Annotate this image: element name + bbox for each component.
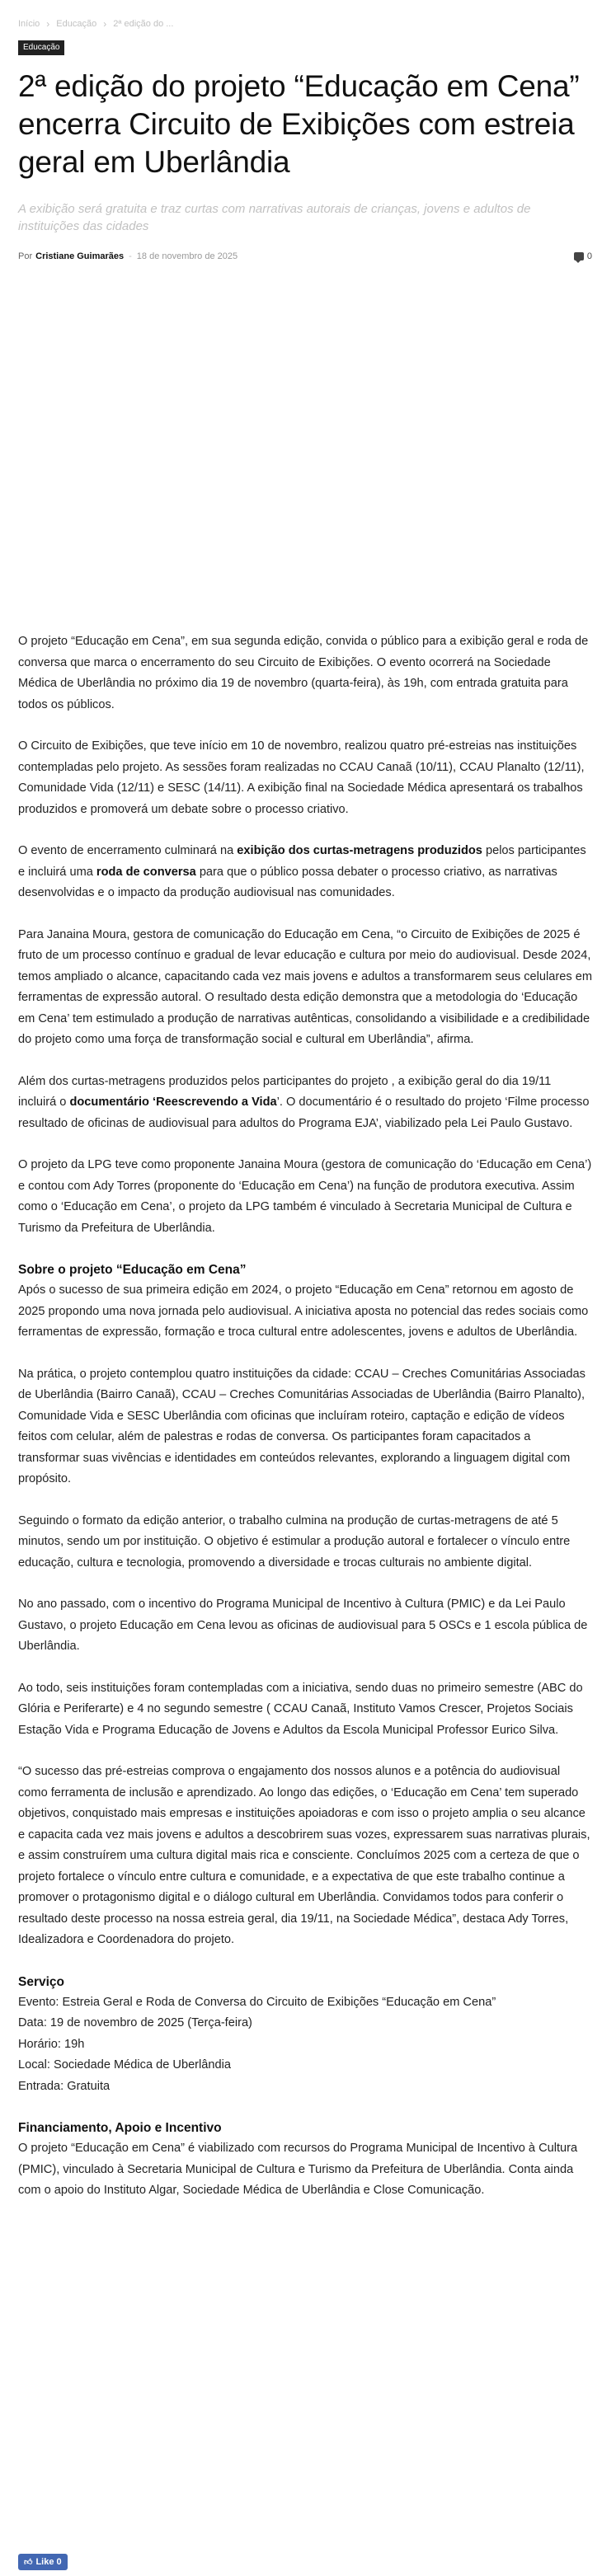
paragraph: O Circuito de Exibições, que teve início em 10 de novembro, realizou quatro pré-estreias nas instituições contempladas pelo projeto. As sessões foram realizadas no CCAU Canaã (10/11), CCAU Planalto (12/11), Comunidade Vida (12/11) e SESC (14/11). A exibição final na Sociedade Médica apresentará os trabalhos produzidos e promoverá um debate sobre o processo criativo. [18, 739, 585, 816]
comments-link[interactable] [574, 251, 592, 261]
article-meta [18, 251, 592, 261]
comments-count: 0 [586, 251, 592, 261]
like-label: Like 0 [35, 2557, 62, 2567]
section-heading-financiamento: Financiamento, Apoio e Incentivo [18, 2121, 222, 2135]
text-run: Além dos curtas-metragens produzidos pelos participantes do projeto , a exibição geral do dia 19/11 incluirá o [18, 1074, 552, 1109]
paragraph: Ao todo, seis instituições foram contempladas com a iniciativa, sendo duas no primeiro semestre (ABC do Glória e Periferarte) e 4 no segundo semestre ( CCAU Canaã, Instituto Vamos Crescer, Projetos Sociais Estação Vida e Programa Educação de Jovens e Adultos da Escola Municipal Professor Eurico Silva. [18, 1681, 583, 1737]
service-location: Local: Sociedade Médica de Uberlândia [18, 2058, 231, 2072]
paragraph: Seguindo o formato da edição anterior, o trabalho culmina na produção de curtas-metragens de até 5 minutos, sendo um por instituição. O objetivo é estimular a produção autoral e fortalecer o vínculo entre educação, cultura e tecnologia, promovendo a diversidade e trocas culturais no ambiente digital. [18, 1513, 571, 1570]
paragraph: Para Janaina Moura, gestora de comunicação do Educação em Cena, “o Circuito de Exibições de 2025 é fruto de um processo contínuo e gradual de levar educação e cultura por meio do audiovisual. Desde 2024, temos ampliado o alcance, capacitando cada vez mais jovens e adultos a transformarem seus celulares em ferramentas de expressão autoral. O resultado desta edição demonstra que a metodologia do ‘Educação em Cena’ tem estimulado a produção de narrativas autênticas, consolidando a visibilidade e a credibilidade do projeto como uma força de transformação social e cultural em Uberlândia”, afirma. [18, 927, 592, 1046]
service-block [18, 1972, 592, 2098]
bold-text: exibição dos curtas-metragens produzidos [237, 844, 482, 857]
section-heading-servico: Serviço [18, 1974, 65, 1989]
text-run: ’. O documentário é o resultado do projeto ‘Filme processo resultado de oficinas de audiovisual para adultos do Programa EJA’, viabilizado pela Lei Paulo Gustavo. [18, 1096, 590, 1130]
service-time: Horário: 19h [18, 2037, 85, 2051]
text-run: O evento de encerramento culminará na [18, 844, 238, 857]
page-title: 2ª edição do projeto “Educação em Cena” encerra Circuito de Exibições com estreia geral em Uberlândia [18, 69, 580, 179]
paragraph: “O sucesso das pré-estreias comprova o engajamento dos nossos alunos e a potência do audiovisual como ferramenta de inclusão e aprendizado. Ao longo das edições, o ‘Educação em Cena’ tem superado objetivos, conquistado mais empresas e instituições apoiadoras e com isso o projeto amplia o seu alcance e capacita cada vez mais jovens e adultos a descobrirem suas vozes, expressarem suas narrativas plurais, e assim construírem uma cultura digital mais rica e consciente. Concluímos 2025 com a certeza de que o projeto fortalece o vínculo entre cultura e comunidade, e a expectativa de que este trabalho continue a promover o protagonismo digital e o diálogo cultural em Uberlândia. Convidamos todos para conferir o resultado deste processo na nossa estreia geral, dia 19/11, na Sociedade Médica”, destaca Ady Torres, Idealizadora e Coordenadora do projeto. [18, 1765, 590, 1946]
service-event: Evento: Estreia Geral e Roda de Conversa do Circuito de Exibições “Educação em Cena” [18, 1995, 496, 2009]
meta-separator: - [129, 251, 132, 261]
featured-image-placeholder [18, 280, 592, 626]
chevron-right-icon: › [46, 18, 50, 30]
service-entry: Entrada: Gratuita [18, 2079, 111, 2093]
thumbs-up-icon: 👍︎ [24, 2558, 33, 2567]
section-heading-sobre: Sobre o projeto “Educação em Cena” [18, 1263, 247, 1277]
breadcrumb [18, 18, 173, 30]
paragraph: O projeto “Educação em Cena”, em sua segunda edição, convida o público para a exibição geral e roda de conversa que marca o encerramento do seu Circuito de Exibições. O evento ocorrerá na Sociedade Médica de Uberlândia no próximo dia 19 de novembro (quarta-feira), às 19h, com entrada gratuita para todos os públicos. [18, 635, 589, 711]
bold-text: roda de conversa [96, 865, 196, 879]
chevron-right-icon: › [103, 18, 107, 30]
paragraph: O projeto “Educação em Cena” é viabilizado com recursos do Programa Municipal de Incentivo à Cultura (PMIC), vinculado à Secretaria Municipal de Cultura e Turismo da Prefeitura de Uberlândia. Conta ainda com o apoio do Instituto Algar, Sociedade Médica de Uberlândia e Close Comunicação. [18, 2142, 578, 2197]
text-run: pelos participantes e incluirá uma [18, 844, 586, 879]
category-tag[interactable]: Educação [18, 40, 64, 55]
article-body [18, 631, 592, 2222]
paragraph: O projeto da LPG teve como proponente Janaina Moura (gestora de comunicação do ‘Educação em Cena’) e contou com Ady Torres (proponente do ‘Educação em Cena’) na função de produtora executiva. Assim como o ‘Educação em Cena’, o projeto da LPG também é vinculado à Secretaria Municipal de Cultura e Turismo da Prefeitura de Uberlândia. [18, 1158, 592, 1235]
comment-icon [574, 252, 584, 260]
service-date: Data: 19 de novembro de 2025 (Terça-feira) [18, 2016, 252, 2029]
paragraph: Na prática, o projeto contemplou quatro instituições da cidade: CCAU – Creches Comunitárias Associadas de Uberlândia (Bairro Canaã), CCAU – Creches Comunitárias Associadas de Uberlândia (Bairro Planalto), Comunidade Vida e SESC Uberlândia com oficinas que incluíram roteiro, captação e edição de vídeos feitos com celular, além de palestras e rodas de conversa. Os participantes foram capacitados a transformar suas vivências e identidades em conteúdos relevantes, explorando a linguagem digital com propósito. [18, 1367, 586, 1485]
by-label: Por [18, 251, 33, 261]
publish-date: 18 de novembro de 2025 [136, 251, 238, 261]
bold-text: documentário ‘Reescrevendo a Vida [69, 1096, 277, 1109]
paragraph: Após o sucesso de sua primeira edição em 2024, o projeto “Educação em Cena” retornou em agosto de 2025 propondo uma nova jornada pelo audiovisual. A iniciativa aposta no potencial das redes sociais como ferramentas de expressão, formação e troca cultural entre adolescentes, jovens e adultos de Uberlândia. [18, 1283, 589, 1339]
paragraph [18, 841, 592, 904]
text-run: para que o público possa debater o processo criativo, as narrativas desenvolvidas e o impacto da produção audiovisual nas comunidades. [18, 865, 557, 899]
author-link[interactable]: Cristiane Guimarães [35, 251, 125, 261]
paragraph [18, 1072, 592, 1135]
facebook-like-button[interactable] [18, 2554, 68, 2570]
breadcrumb-section[interactable]: Educação [56, 19, 97, 29]
breadcrumb-home[interactable]: Início [18, 19, 40, 29]
page-subtitle: A exibição será gratuita e traz curtas com narrativas autorais de crianças, jovens e adultos de instituições das cidades [18, 202, 531, 233]
breadcrumb-current: 2ª edição do ... [113, 19, 174, 29]
paragraph: No ano passado, com o incentivo do Programa Municipal de Incentivo à Cultura (PMIC) e da Lei Paulo Gustavo, o projeto Educação em Cena levou as oficinas de audiovisual para 5 OSCs e 1 escola pública de Uberlândia. [18, 1598, 588, 1653]
